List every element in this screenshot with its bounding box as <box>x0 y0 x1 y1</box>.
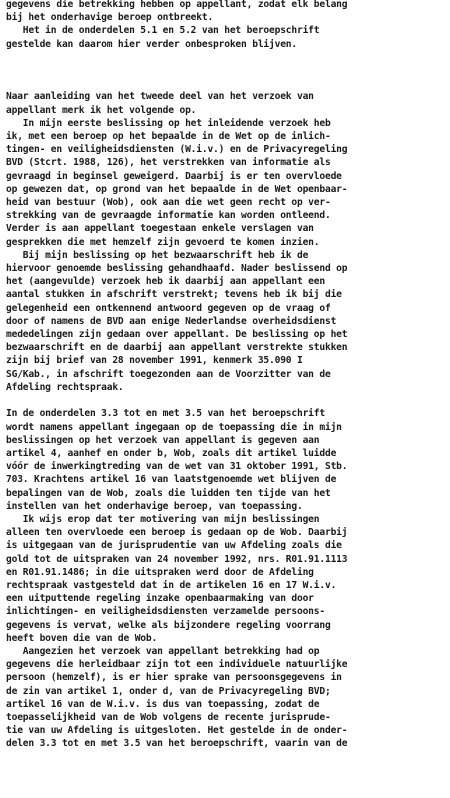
text-line: In de onderdelen 3.3 tot en met 3.5 van het beroepschrift <box>6 408 325 420</box>
text-line: SG/Kab., in afschrift toegezonden aan de Voorzitter van de <box>6 368 331 380</box>
text-line: bezwaarschrift en de daarbij aan appellant verstrekte stukken <box>6 342 348 354</box>
text-line: bij het onderhavige beroep ontbreekt. <box>6 12 214 24</box>
text-line: door of namens de BVD aan enige Nederlandse overheidsdienst <box>6 315 337 327</box>
text-line: Verder is aan appellant toegestaan enkele verslagen van <box>6 223 314 235</box>
text-line: artikel 4, aanhef en onder b, Wob, zoals dit artikel luidde <box>6 447 337 459</box>
text-line: het (aangevulde) verzoek heb ik daarbij aan appellant een <box>6 276 325 288</box>
text-line: heid van bestuur (Wob), ook aan die wet geen recht op ver- <box>6 197 331 209</box>
text-line: gevraagd in beginsel geweigerd. Daarbij is er ten overvloede <box>6 170 342 182</box>
text-line: mededelingen zijn gedaan over appellant. De beslissing op het <box>6 329 348 341</box>
text-line: gelegenheid een ontkennend antwoord gegeven op de vraag of <box>6 302 331 314</box>
text-line: Ik wijs erop dat ter motivering van mijn beslissingen <box>6 513 320 525</box>
text-line: gegevens die herleidbaar zijn tot een individuele natuurlijke <box>6 659 348 671</box>
document-body <box>6 0 347 751</box>
text-line: en R01.91.1486; in die uitspraken werd door de Afdeling <box>6 566 314 578</box>
text-line: tie van uw Afdeling is uitgesloten. Het gestelde in de onder- <box>6 725 348 737</box>
text-line: gesprekken die met hemzelf zijn gevoerd te komen inzien. <box>6 236 320 248</box>
text-line: gold tot de uitspraken van 24 november 1992, nrs. R01.91.1113 <box>6 553 348 565</box>
text-line: In mijn eerste beslissing op het inleidende verzoek heb <box>6 117 331 129</box>
text-line: de zin van artikel 1, onder d, van de Privacyregeling BVD; <box>6 685 331 697</box>
text-line <box>6 394 347 407</box>
text-line: persoon (hemzelf), is er hier sprake van persoonsgegevens in <box>6 672 342 684</box>
text-line: rechtspraak vastgesteld dat in de artikelen 16 en 17 W.i.v. <box>6 579 337 591</box>
text-line: ik, met een beroep op het bepaalde in de Wet op de inlich- <box>6 131 331 143</box>
text-line: een uitputtende regeling inzake openbaarmaking van door <box>6 593 314 605</box>
text-line: Het in de onderdelen 5.1 en 5.2 van het beroepschrift <box>6 25 320 37</box>
text-line: instellen van het onderhavige beroep, van toepassing. <box>6 500 303 512</box>
text-line: hiervoor genoemde beslissing gehandhaafd. Nader beslissend op <box>6 263 348 275</box>
text-line: tingen- en veiligheidsdiensten (W.i.v.) en de Privacyregeling <box>6 144 348 156</box>
text-line: wordt namens appellant ingegaan op de toepassing die in mijn <box>6 421 342 433</box>
text-line <box>6 77 347 90</box>
text-line: zijn bij brief van 28 november 1991, kenmerk 35.090 I <box>6 355 303 367</box>
text-line: artikel 16 van de W.i.v. is dus van toepassing, zodat de <box>6 698 320 710</box>
text-line: gestelde kan daarom hier verder onbesproken blijven. <box>6 38 297 50</box>
text-line: bepalingen van de Wob, zoals die luidden ten tijde van het <box>6 487 331 499</box>
text-line: appellant merk ik het volgende op. <box>6 104 197 116</box>
text-line <box>6 64 347 77</box>
text-line: vóór de inwerkingtreding van de wet van 31 oktober 1991, Stb. <box>6 461 348 473</box>
text-line: Afdeling rechtspraak. <box>6 381 124 393</box>
text-line: heeft boven die van de Wob. <box>6 632 158 644</box>
text-line: 703. Krachtens artikel 16 van laatstgenoemde wet blijven de <box>6 474 337 486</box>
text-line: Aangezien het verzoek van appellant betrekking had op <box>6 645 320 657</box>
text-line: beslissingen op het verzoek van appellant is gegeven aan <box>6 434 320 446</box>
text-line: Naar aanleiding van het tweede deel van het verzoek van <box>6 91 314 103</box>
text-line: op gewezen dat, op grond van het bepaalde in de Wet openbaar- <box>6 183 348 195</box>
text-line: inlichtingen- en veiligheidsdiensten verzamelde persoons- <box>6 606 325 618</box>
text-line: toepasselijkheid van de Wob volgens de recente jurisprude- <box>6 711 331 723</box>
text-line: aantal stukken in afschrift verstrekt; tevens heb ik bij die <box>6 289 342 301</box>
text-line: alleen ten overvloede een beroep is gedaan op de Wob. Daarbij <box>6 527 348 539</box>
text-line: delen 3.3 tot en met 3.5 van het beroepschrift, vaarin van de <box>6 738 348 750</box>
text-line: Bij mijn beslissing op het bezwaarschrift heb ik de <box>6 249 309 261</box>
text-line: BVD (Stcrt. 1988, 126), het verstrekken van informatie als <box>6 157 331 169</box>
text-line: gegevens die betrekking hebben op appellant, zodat elk belang <box>6 0 348 10</box>
text-line: gegevens is vervat, welke als bijzondere regeling voorrang <box>6 619 331 631</box>
text-line: is uitgegaan van de jurisprudentie van uw Afdeling zoals die <box>6 540 342 552</box>
text-line: strekking van de gevraagde informatie kan worden ontleend. <box>6 210 331 222</box>
text-line <box>6 51 347 64</box>
